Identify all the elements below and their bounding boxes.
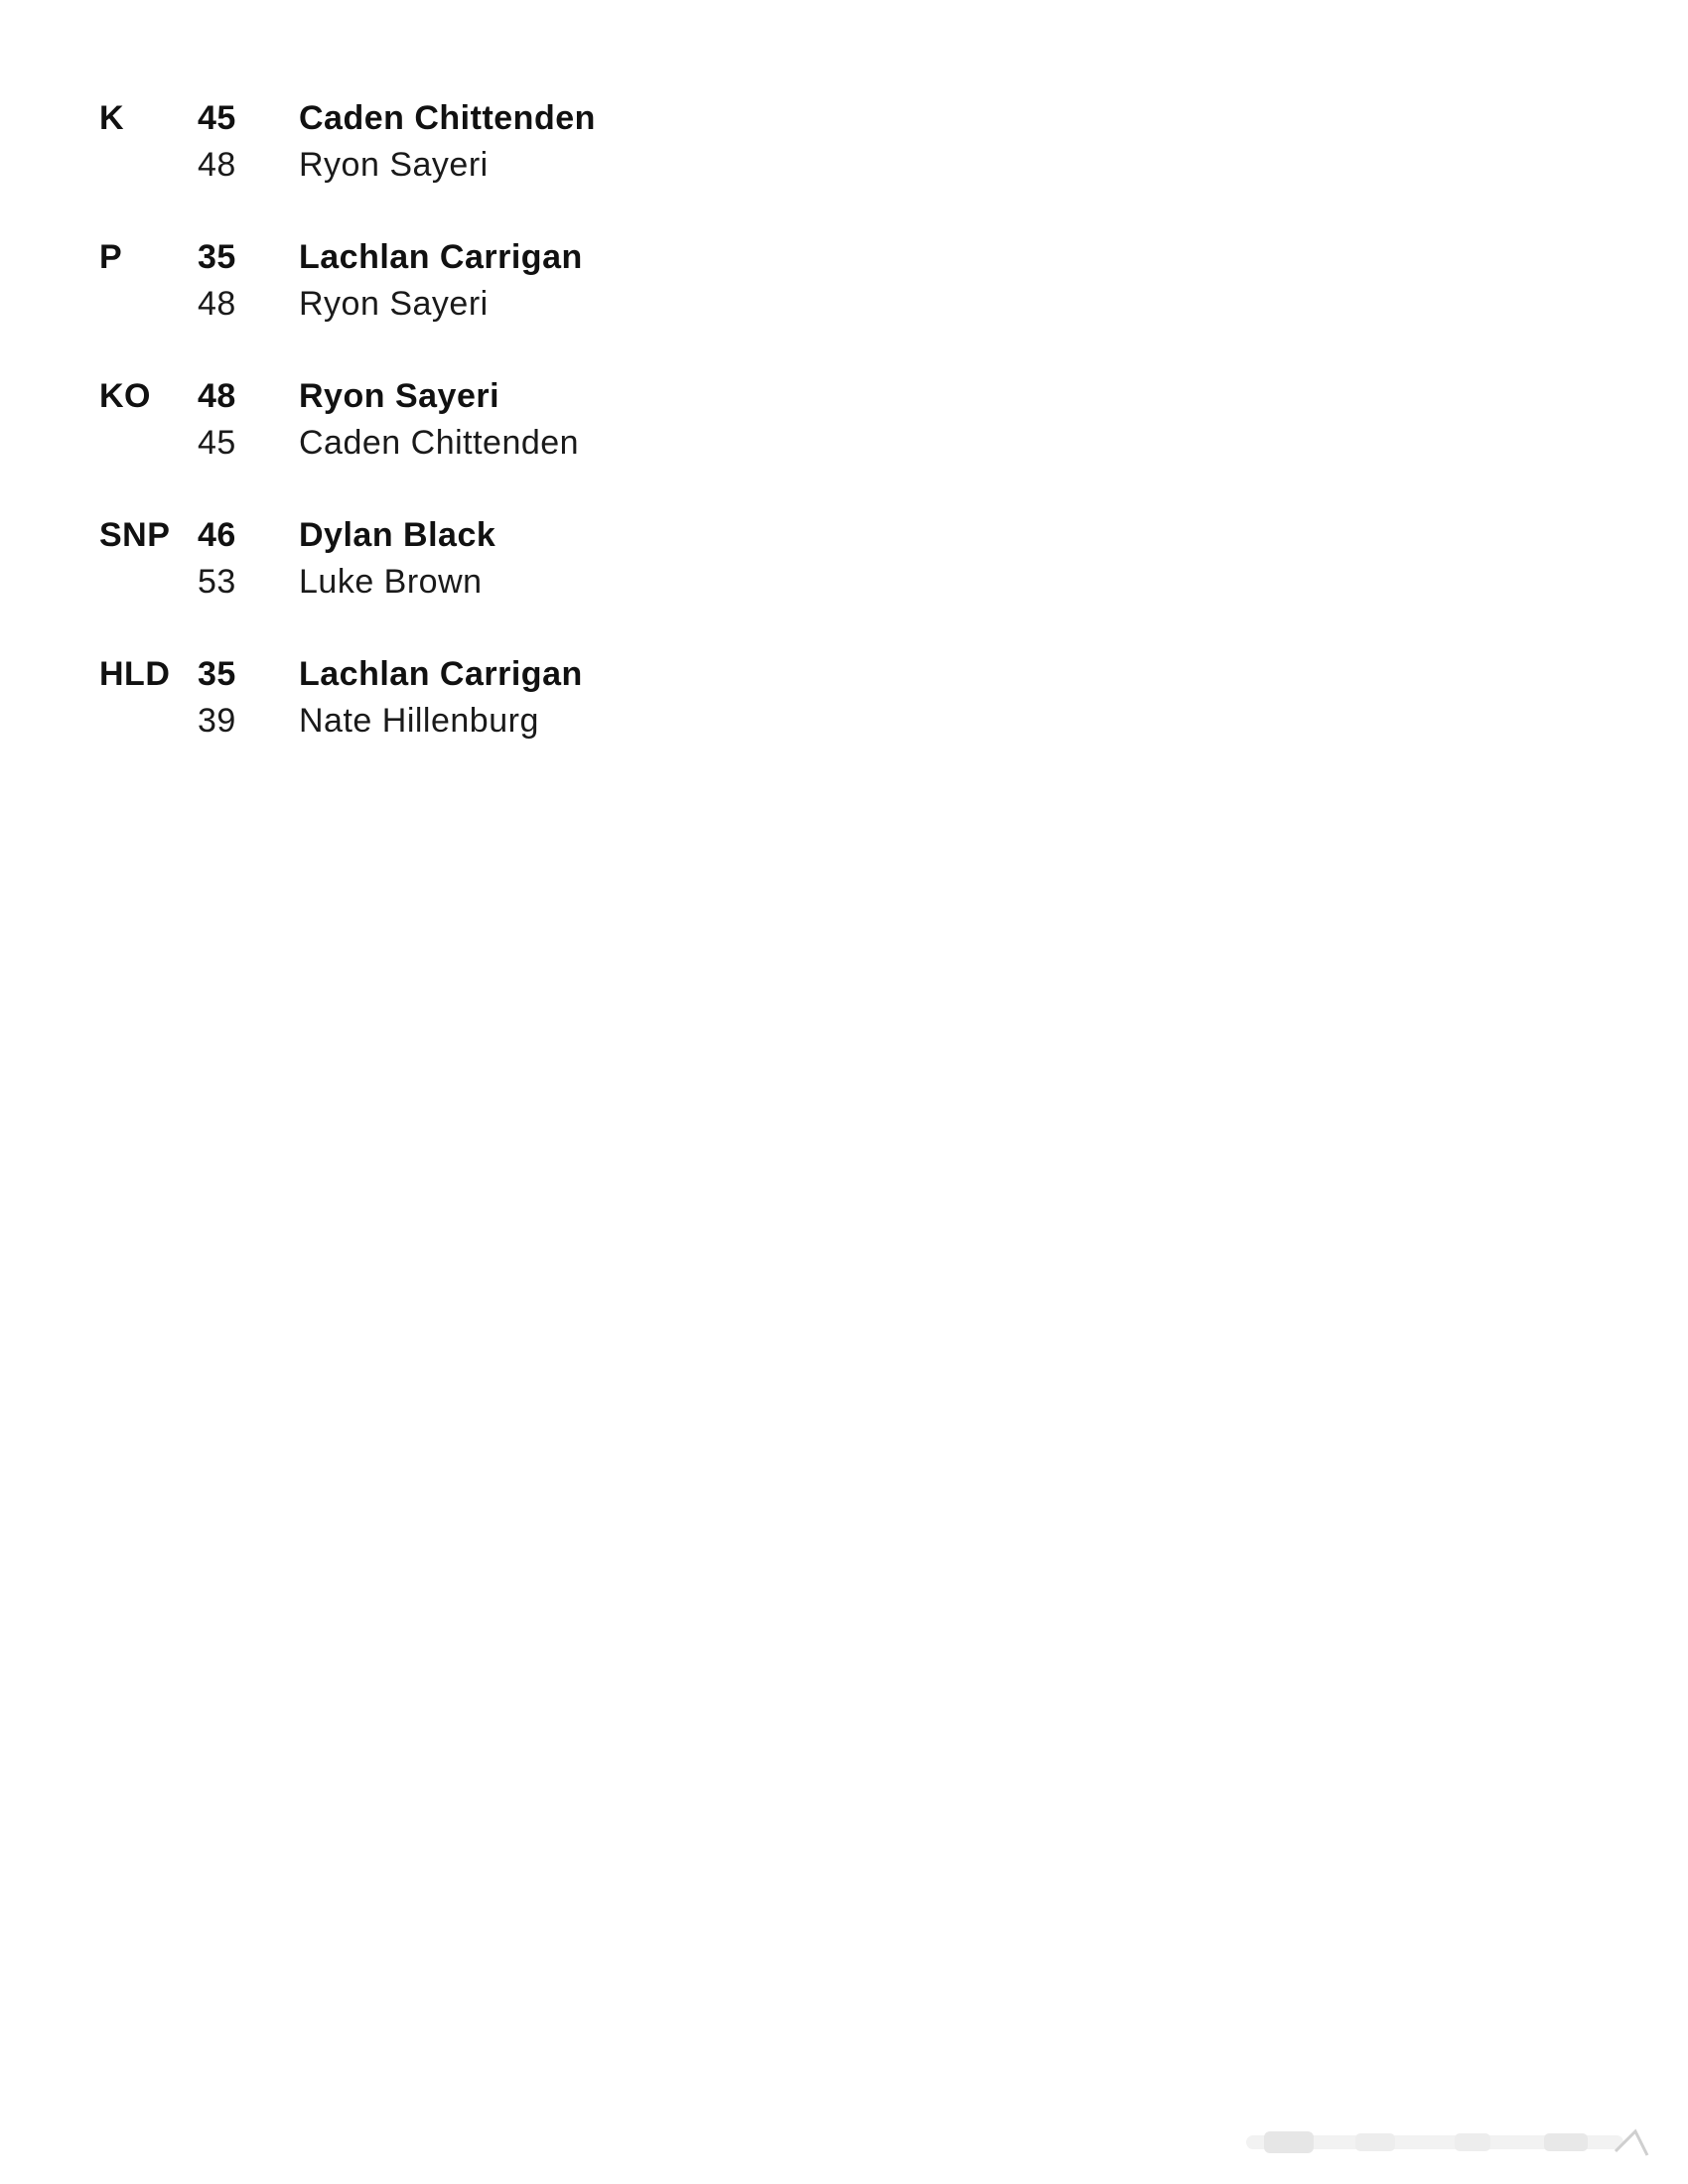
player-name: Dylan Black <box>299 516 496 554</box>
player-name: Lachlan Carrigan <box>299 655 583 693</box>
position-label: SNP <box>99 516 171 554</box>
backup-row <box>99 420 794 467</box>
backup-row <box>99 281 794 328</box>
position-label: P <box>99 238 123 276</box>
starter-row <box>99 234 794 281</box>
position-group-p <box>99 234 794 373</box>
player-name: Ryon Sayeri <box>299 285 489 323</box>
player-name: Caden Chittenden <box>299 424 580 462</box>
player-name: Ryon Sayeri <box>299 146 489 184</box>
jersey-number: 39 <box>198 702 236 740</box>
starter-row <box>99 512 794 559</box>
position-group-k <box>99 95 794 234</box>
jersey-number: 35 <box>198 238 236 276</box>
position-group-snp <box>99 512 794 651</box>
starter-row <box>99 651 794 698</box>
jersey-number: 53 <box>198 563 236 601</box>
player-name: Lachlan Carrigan <box>299 238 583 276</box>
jersey-number: 48 <box>198 377 236 415</box>
position-group-hld <box>99 651 794 790</box>
jersey-number: 35 <box>198 655 236 693</box>
jersey-number: 45 <box>198 99 236 137</box>
special-teams-depth-chart <box>99 95 794 790</box>
player-name: Nate Hillenburg <box>299 702 539 740</box>
starter-row <box>99 373 794 420</box>
backup-row <box>99 698 794 745</box>
jersey-number: 45 <box>198 424 236 462</box>
player-name: Caden Chittenden <box>299 99 596 137</box>
position-label: HLD <box>99 655 171 693</box>
backup-row <box>99 142 794 189</box>
page-corner-scan-mark <box>1246 2121 1663 2167</box>
position-group-ko <box>99 373 794 512</box>
position-label: K <box>99 99 125 137</box>
jersey-number: 48 <box>198 146 236 184</box>
player-name: Ryon Sayeri <box>299 377 500 415</box>
jersey-number: 46 <box>198 516 236 554</box>
starter-row <box>99 95 794 142</box>
backup-row <box>99 559 794 606</box>
position-label: KO <box>99 377 151 415</box>
jersey-number: 48 <box>198 285 236 323</box>
player-name: Luke Brown <box>299 563 483 601</box>
